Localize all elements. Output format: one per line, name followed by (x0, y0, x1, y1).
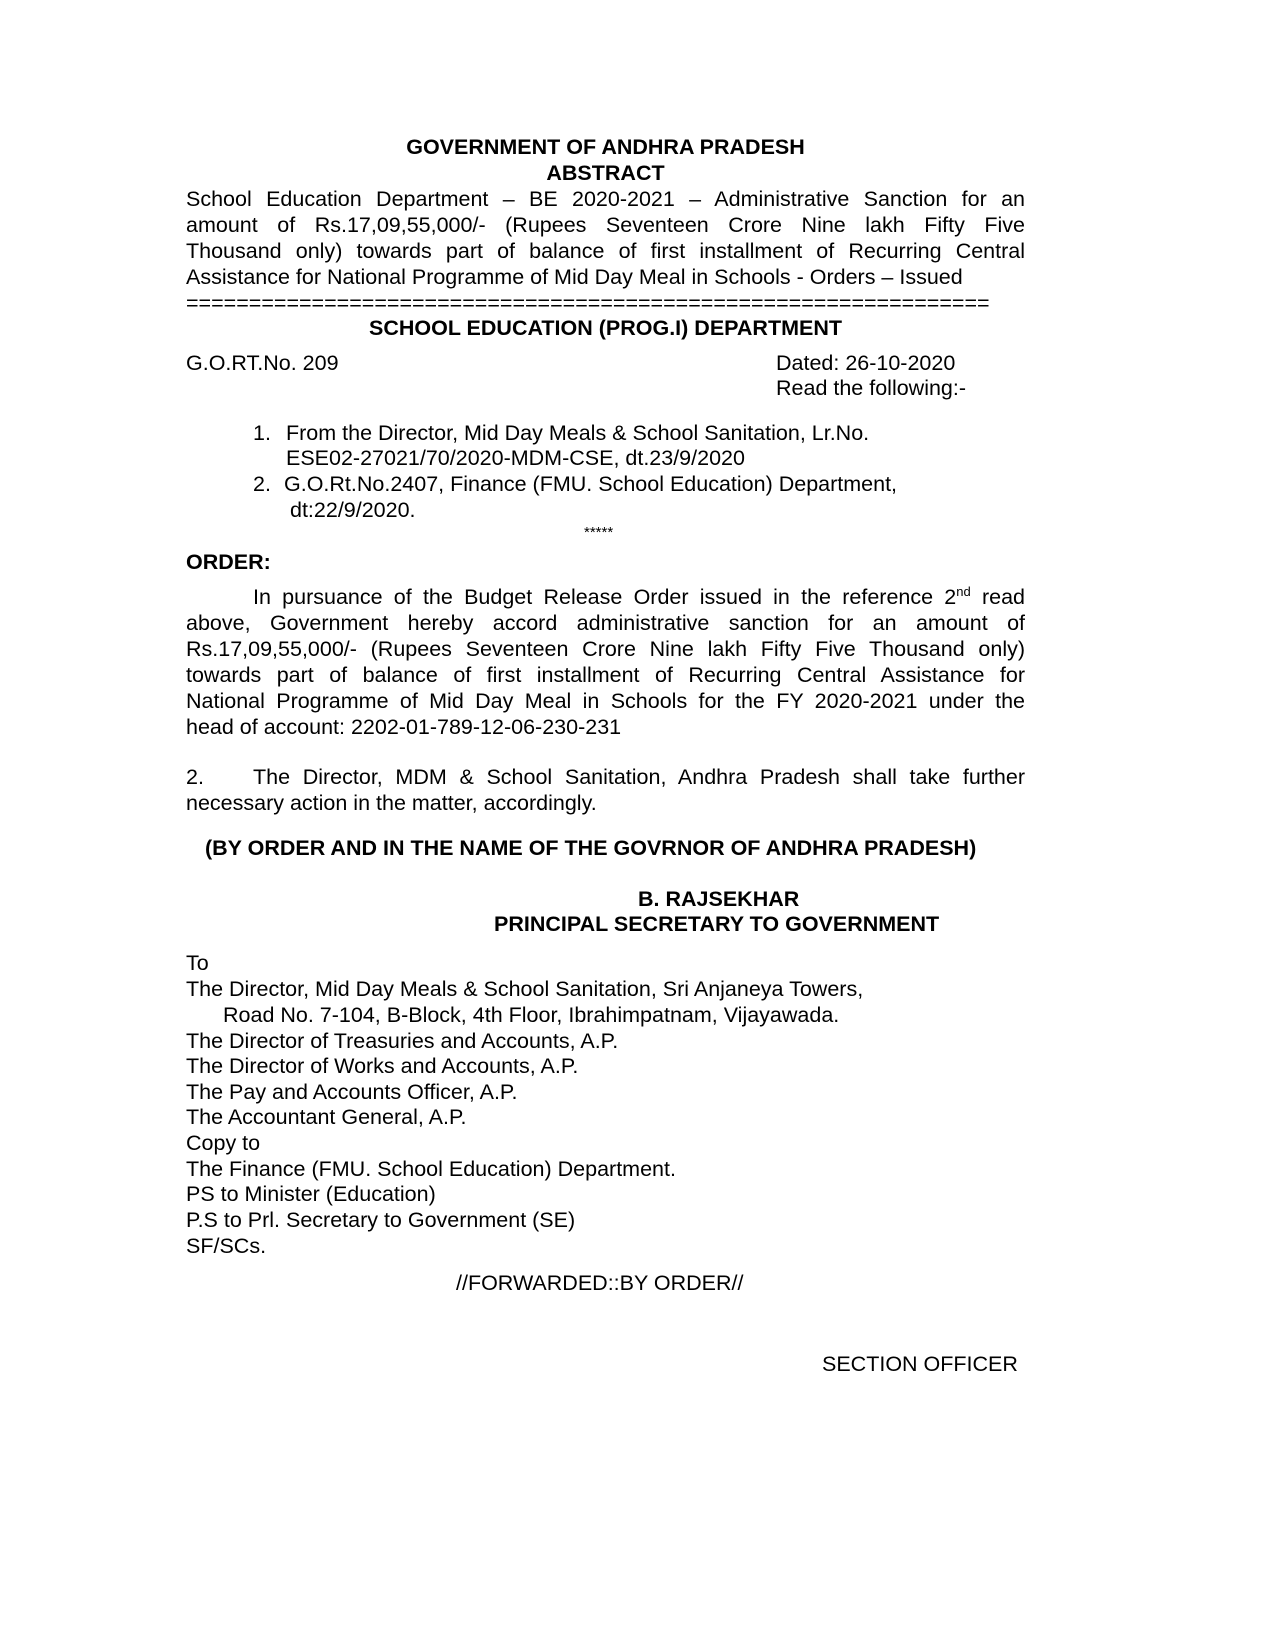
order-line: The Director, MDM & School Sanitation, Andhra Pradesh shall take further (253, 765, 1025, 789)
recipient: The Accountant General, A.P. (186, 1105, 467, 1129)
recipient-address: Road No. 7-104, B-Block, 4th Floor, Ibrahimpatnam, Vijayawada. (223, 1003, 840, 1027)
order-line: above, Government hereby accord administrative sanction for an amount of (186, 611, 1025, 635)
ordinal-suffix: nd (956, 584, 971, 599)
by-order-line: (BY ORDER AND IN THE NAME OF THE GOVRNOR OF ANDHRA PRADESH) (205, 836, 977, 860)
order-line: towards part of balance of first installment of Recurring Central Assistance for (186, 663, 1025, 687)
subject-line: Assistance for National Programme of Mid Day Meal in Schools - Orders – Issued (186, 265, 963, 289)
subject-line: Thousand only) towards part of balance of first installment of Recurring Central (186, 239, 1025, 263)
go-number: G.O.RT.No. 209 (186, 351, 339, 375)
subject-abstract (186, 186, 1025, 290)
order-tail: read (970, 585, 1025, 609)
order-line: necessary action in the matter, accordingly. (186, 791, 597, 815)
recipient: The Director of Treasuries and Accounts, A.P. (186, 1029, 619, 1053)
order-paragraph-2-number: 2. (186, 765, 204, 789)
subject-line: School Education Department – BE 2020-2021 – Administrative Sanction for an (186, 187, 1025, 211)
recipient: The Director of Works and Accounts, A.P. (186, 1054, 579, 1078)
reference-line: ESE02-27021/70/2020-MDM-CSE, dt.23/9/2020 (286, 446, 745, 470)
reference-line: dt:22/9/2020. (290, 498, 416, 522)
subject-line: amount of Rs.17,09,55,000/- (Rupees Seventeen Crore Nine lakh Fifty Five (186, 213, 1025, 237)
order-line: Rs.17,09,55,000/- (Rupees Seventeen Crore Nine lakh Fifty Five Thousand only) (186, 637, 1025, 661)
copy-recipient: P.S to Prl. Secretary to Government (SE) (186, 1208, 576, 1232)
order-line: National Programme of Mid Day Meal in Schools for the FY 2020-2021 under the (186, 689, 1025, 713)
reference-number: 2. (253, 472, 271, 496)
copy-recipient: The Finance (FMU. School Education) Department. (186, 1157, 676, 1181)
forwarded-line: //FORWARDED::BY ORDER// (456, 1271, 744, 1295)
recipient: The Director, Mid Day Meals & School Sanitation, Sri Anjaneya Towers, (186, 977, 864, 1001)
signatory-designation: PRINCIPAL SECRETARY TO GOVERNMENT (494, 912, 940, 936)
stars-divider: ***** (584, 524, 614, 541)
reference-number: 1. (253, 421, 271, 445)
section-officer: SECTION OFFICER (822, 1352, 1018, 1376)
order-paragraph-1 (186, 584, 1025, 740)
order-lead: In pursuance of the Budget Release Order issued in the reference 2 (253, 585, 957, 609)
copy-recipient: PS to Minister (Education) (186, 1182, 436, 1206)
read-following: Read the following:- (776, 376, 967, 400)
order-line: head of account: 2202-01-789-12-06-230-231 (186, 715, 622, 739)
reference-line: From the Director, Mid Day Meals & School Sanitation, Lr.No. (286, 421, 870, 445)
abstract-label: ABSTRACT (546, 161, 665, 185)
reference-line: G.O.Rt.No.2407, Finance (FMU. School Education) Department, (284, 472, 898, 496)
go-date: Dated: 26-10-2020 (776, 351, 956, 375)
government-title: GOVERNMENT OF ANDHRA PRADESH (406, 135, 805, 159)
signatory-name: B. RAJSEKHAR (638, 887, 800, 911)
order-heading: ORDER: (186, 550, 271, 574)
copy-recipient: SF/SCs. (186, 1234, 267, 1258)
separator-line: ================================================================ (186, 291, 990, 315)
order-line-first (186, 584, 1025, 610)
recipient: The Pay and Accounts Officer, A.P. (186, 1080, 518, 1104)
order-paragraph-2 (186, 764, 1025, 816)
to-label: To (186, 951, 209, 975)
copy-label: Copy to (186, 1131, 261, 1155)
department-title: SCHOOL EDUCATION (PROG.I) DEPARTMENT (369, 316, 842, 340)
